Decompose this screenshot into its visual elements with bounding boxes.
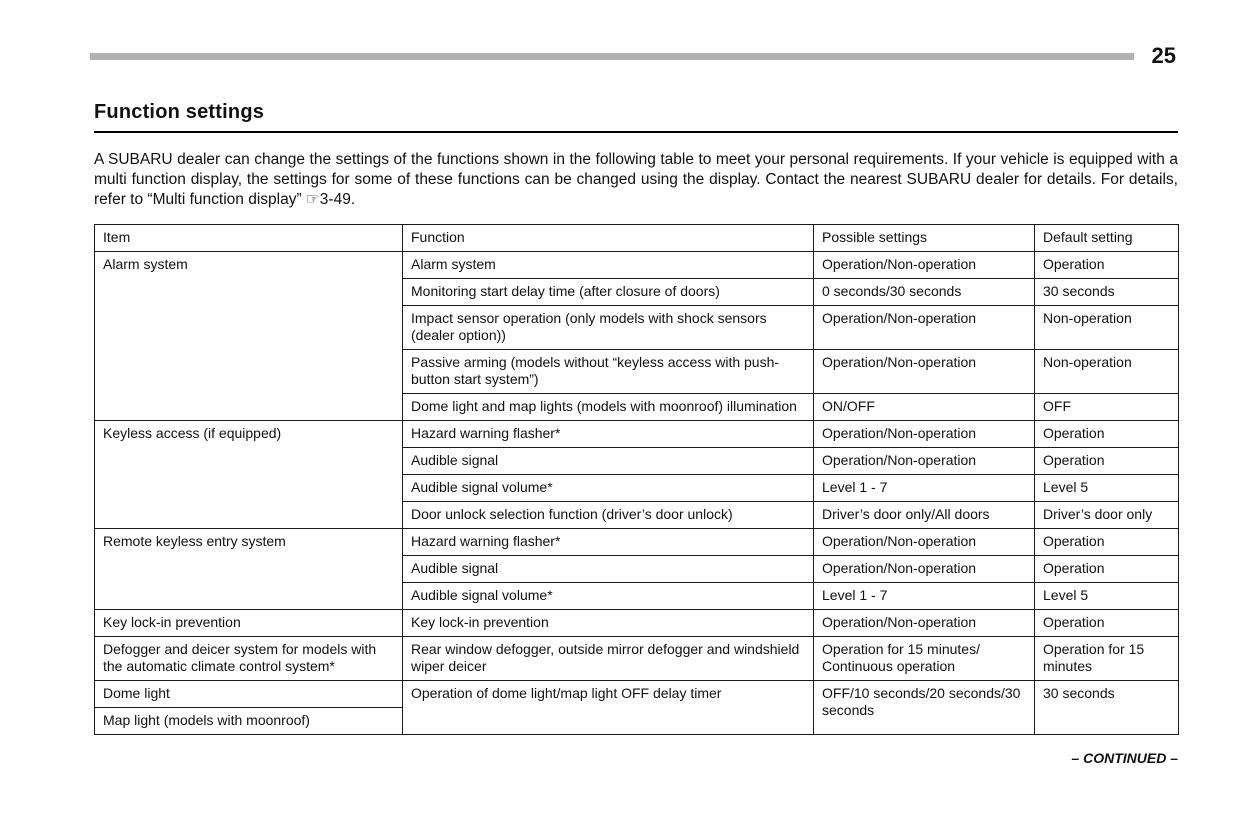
function-cell: Key lock-in prevention <box>403 610 814 637</box>
default-setting-cell: 30 seconds <box>1035 681 1179 735</box>
function-cell: Audible signal volume* <box>403 475 814 502</box>
function-cell: Monitoring start delay time (after closure of doors) <box>403 279 814 306</box>
default-setting-cell: Non-operation <box>1035 306 1179 350</box>
page-number: 25 <box>1151 43 1176 68</box>
function-cell: Audible signal <box>403 556 814 583</box>
section-title: Function settings <box>94 101 1178 133</box>
item-cell: Alarm system <box>95 252 403 421</box>
table-row <box>95 529 1179 556</box>
function-cell: Hazard warning flasher* <box>403 529 814 556</box>
function-cell: Hazard warning flasher* <box>403 421 814 448</box>
function-cell: Passive arming (models without “keyless access with push-button start system”) <box>403 350 814 394</box>
default-setting-cell: Operation <box>1035 529 1179 556</box>
possible-settings-cell: Level 1 - 7 <box>814 583 1035 610</box>
table-row <box>95 421 1179 448</box>
header-rule <box>90 53 1134 60</box>
possible-settings-cell: Operation/Non-operation <box>814 529 1035 556</box>
table-header-row <box>95 225 1179 252</box>
col-header-item: Item <box>95 225 403 252</box>
col-header-default-setting: Default setting <box>1035 225 1179 252</box>
function-settings-table <box>94 224 1179 735</box>
item-cell: Defogger and deicer system for models with the automatic climate control system* <box>95 637 403 681</box>
item-cell: Map light (models with moonroof) <box>95 708 403 735</box>
default-setting-cell: Operation <box>1035 448 1179 475</box>
possible-settings-cell: Level 1 - 7 <box>814 475 1035 502</box>
intro-paragraph: A SUBARU dealer can change the settings of the functions shown in the following table to meet your personal requirements. If your vehicle is equipped with a multi function display, the settings for some of these functions can be changed using the display. Contact the nearest SUBARU dealer for details. For details, refer to “Multi function display” ☞3-49. <box>94 151 1178 208</box>
possible-settings-cell: Operation/Non-operation <box>814 556 1035 583</box>
default-setting-cell: Operation <box>1035 421 1179 448</box>
possible-settings-cell: Operation/Non-operation <box>814 350 1035 394</box>
page-header <box>90 45 1178 67</box>
table-row <box>95 610 1179 637</box>
col-header-function: Function <box>403 225 814 252</box>
default-setting-cell: OFF <box>1035 394 1179 421</box>
table-row <box>95 637 1179 681</box>
possible-settings-cell: Driver’s door only/All doors <box>814 502 1035 529</box>
function-cell: Alarm system <box>403 252 814 279</box>
item-cell: Dome light <box>95 681 403 708</box>
item-cell: Remote keyless entry system <box>95 529 403 610</box>
function-cell: Audible signal volume* <box>403 583 814 610</box>
function-cell: Operation of dome light/map light OFF delay timer <box>403 681 814 735</box>
function-cell: Dome light and map lights (models with moonroof) illumination <box>403 394 814 421</box>
function-cell: Impact sensor operation (only models with shock sensors (dealer option)) <box>403 306 814 350</box>
default-setting-cell: Level 5 <box>1035 475 1179 502</box>
possible-settings-cell: OFF/10 seconds/20 seconds/30 seconds <box>814 681 1035 735</box>
continued-note: – CONTINUED – <box>1071 750 1178 766</box>
default-setting-cell: Non-operation <box>1035 350 1179 394</box>
possible-settings-cell: ON/OFF <box>814 394 1035 421</box>
default-setting-cell: Driver’s door only <box>1035 502 1179 529</box>
function-cell: Audible signal <box>403 448 814 475</box>
function-cell: Rear window defogger, outside mirror defogger and windshield wiper deicer <box>403 637 814 681</box>
col-header-possible-settings: Possible settings <box>814 225 1035 252</box>
item-cell: Keyless access (if equipped) <box>95 421 403 529</box>
default-setting-cell: 30 seconds <box>1035 279 1179 306</box>
function-cell: Door unlock selection function (driver’s door unlock) <box>403 502 814 529</box>
possible-settings-cell: Operation/Non-operation <box>814 306 1035 350</box>
default-setting-cell: Operation <box>1035 556 1179 583</box>
item-cell: Key lock-in prevention <box>95 610 403 637</box>
possible-settings-cell: Operation/Non-operation <box>814 421 1035 448</box>
table-row <box>95 681 1179 708</box>
default-setting-cell: Level 5 <box>1035 583 1179 610</box>
possible-settings-cell: Operation/Non-operation <box>814 448 1035 475</box>
possible-settings-cell: Operation/Non-operation <box>814 610 1035 637</box>
default-setting-cell: Operation <box>1035 252 1179 279</box>
possible-settings-cell: 0 seconds/30 seconds <box>814 279 1035 306</box>
default-setting-cell: Operation for 15 minutes <box>1035 637 1179 681</box>
possible-settings-cell: Operation/Non-operation <box>814 252 1035 279</box>
possible-settings-cell: Operation for 15 minutes/ Continuous operation <box>814 637 1035 681</box>
default-setting-cell: Operation <box>1035 610 1179 637</box>
table-row <box>95 252 1179 279</box>
